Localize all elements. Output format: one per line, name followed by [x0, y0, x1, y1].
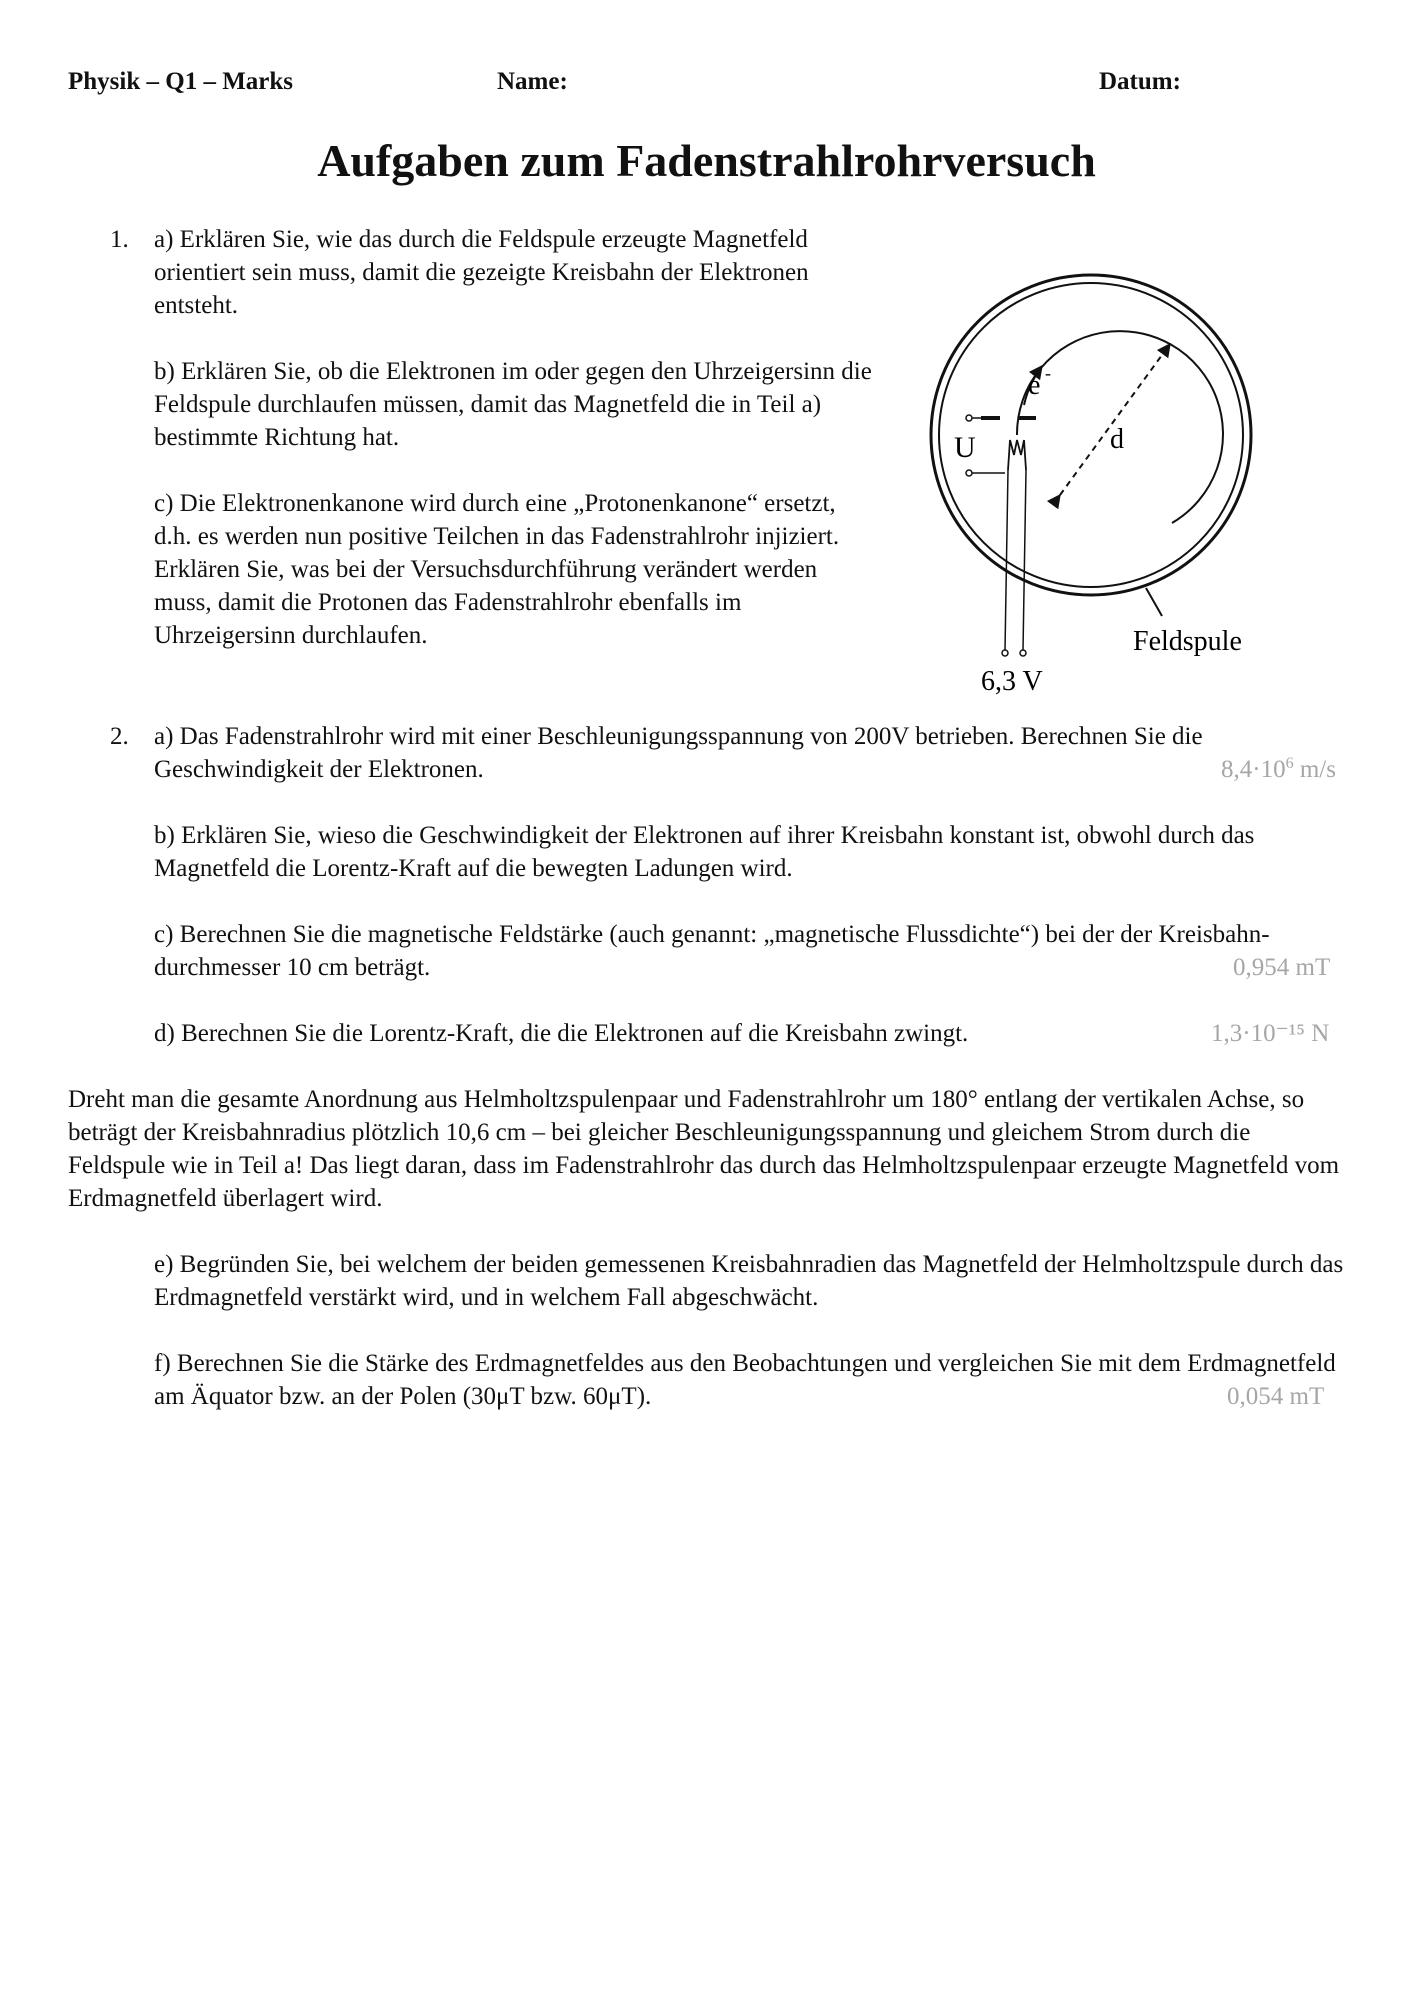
task2-e: e) Begründen Sie, bei welchem der beiden gemessenen Kreisbahnradien das Magnetfeld der Helmholtzspule durch das Erdmagnetfeld verstärkt wird, und in welchem Fall abgeschwächt.: [154, 1251, 1344, 1311]
task2-number: 2.: [110, 723, 129, 750]
task2-f: f) Berechnen Sie die Stärke des Erdmagnetfeldes aus den Beobachtungen und vergleichen Sie mit dem Erdmagnetfeld am Äquator bzw. an der Polen (30μT bzw. 60μT).: [154, 1350, 1336, 1410]
heater-lead-right: [1023, 470, 1026, 650]
coil-outer-ring: [931, 275, 1251, 595]
task2-continued: [154, 1248, 1354, 1413]
u-terminal-top: [966, 415, 972, 421]
u-terminal-bottom: [966, 470, 972, 476]
task2-a-answer-exp: 6: [1285, 755, 1294, 772]
task2-b: b) Erklären Sie, wieso die Geschwindigkeit der Elektronen auf ihrer Kreisbahn konstant ist, obwohl durch das Magnetfeld die Lorentz-Kraft auf die bewegten Ladungen wird.: [154, 822, 1255, 882]
task2-a-answer-unit: m/s: [1293, 756, 1336, 783]
coil-inner-ring: [939, 283, 1243, 587]
u-label: U: [954, 431, 976, 464]
diameter-line: [1060, 344, 1170, 495]
task2-a-answer: [1221, 753, 1336, 786]
task2-c: c) Berechnen Sie die magnetische Feldstärke (auch genannt: „magnetische Flussdichte“) bei der der Kreisbahn-durchmesser 10 cm beträgt.: [154, 921, 1270, 981]
page-title: Aufgaben zum Fadenstrahlrohrversuch: [317, 135, 1096, 186]
task1-a: a) Erklären Sie, wie das durch die Feldspule erzeugte Magnetfeld orientiert sein muss, damit die gezeigte Kreisbahn der Elektronen entsteht.: [154, 226, 809, 319]
coil-label-pointer: [1146, 588, 1162, 616]
header-name-label: Name:: [497, 68, 568, 95]
task2-text: [154, 720, 1344, 1050]
task1-c: c) Die Elektronenkanone wird durch eine „Protonenkanone“ ersetzt, d.h. es werden nun positive Teilchen in das Fadenstrahlrohr injiziert. Erklären Sie, was bei der Versuchsdurchführung verändert werden muss, damit die Protonen das Fadenstrahlrohr ebenfalls im Uhrzeigersinn durchlaufen.: [154, 490, 840, 649]
task2-a-answer-base: 8,4·10: [1221, 756, 1286, 783]
task1-b: b) Erklären Sie, ob die Elektronen im oder gegen den Uhrzeigersinn die Feldspule durchlaufen müssen, damit das Magnetfeld die in Teil a) bestimmte Richtung hat.: [154, 358, 872, 451]
electron-label: e: [1028, 370, 1041, 401]
task2-f-answer: 0,054 mT: [1227, 1383, 1325, 1410]
header-date-label: Datum:: [1099, 68, 1181, 95]
task2-d-answer: 1,3·10⁻¹⁵ N: [1211, 1020, 1330, 1047]
task2-a: a) Das Fadenstrahlrohr wird mit einer Beschleunigungsspannung von 200V betrieben. Berechnen Sie die Geschwindigkeit der Elektronen.: [154, 723, 1203, 783]
context-paragraph: Dreht man die gesamte Anordnung aus Helmholtzspulenpaar und Fadenstrahlrohr um 180° entlang der vertikalen Achse, so beträgt der Kreisbahnradius plötzlich 10,6 cm – bei gleicher Beschleunigungsspannung und gleichem Strom durch die Feldspule wie in Teil a! Das liegt daran, dass im Fadenstrahlrohr das durch das Helmholtzspulenpaar erzeugte Magnetfeld vom Erdmagnetfeld überlagert wird.: [68, 1086, 1340, 1212]
task2-c-answer: 0,954 mT: [1233, 954, 1331, 981]
heater-terminal-right: [1020, 650, 1026, 656]
task1-number: 1.: [110, 226, 129, 253]
voltage-label: 6,3 V: [981, 666, 1043, 697]
filament: [1008, 440, 1026, 470]
heater-terminal-left: [1002, 650, 1008, 656]
d-label: d: [1110, 424, 1124, 455]
electron-charge: -: [1045, 363, 1051, 383]
task2-d: d) Berechnen Sie die Lorentz-Kraft, die die Elektronen auf die Kreisbahn zwingt.: [154, 1020, 969, 1047]
coil-label: Feldspule: [1133, 626, 1242, 657]
header-course: Physik – Q1 – Marks: [68, 68, 294, 95]
